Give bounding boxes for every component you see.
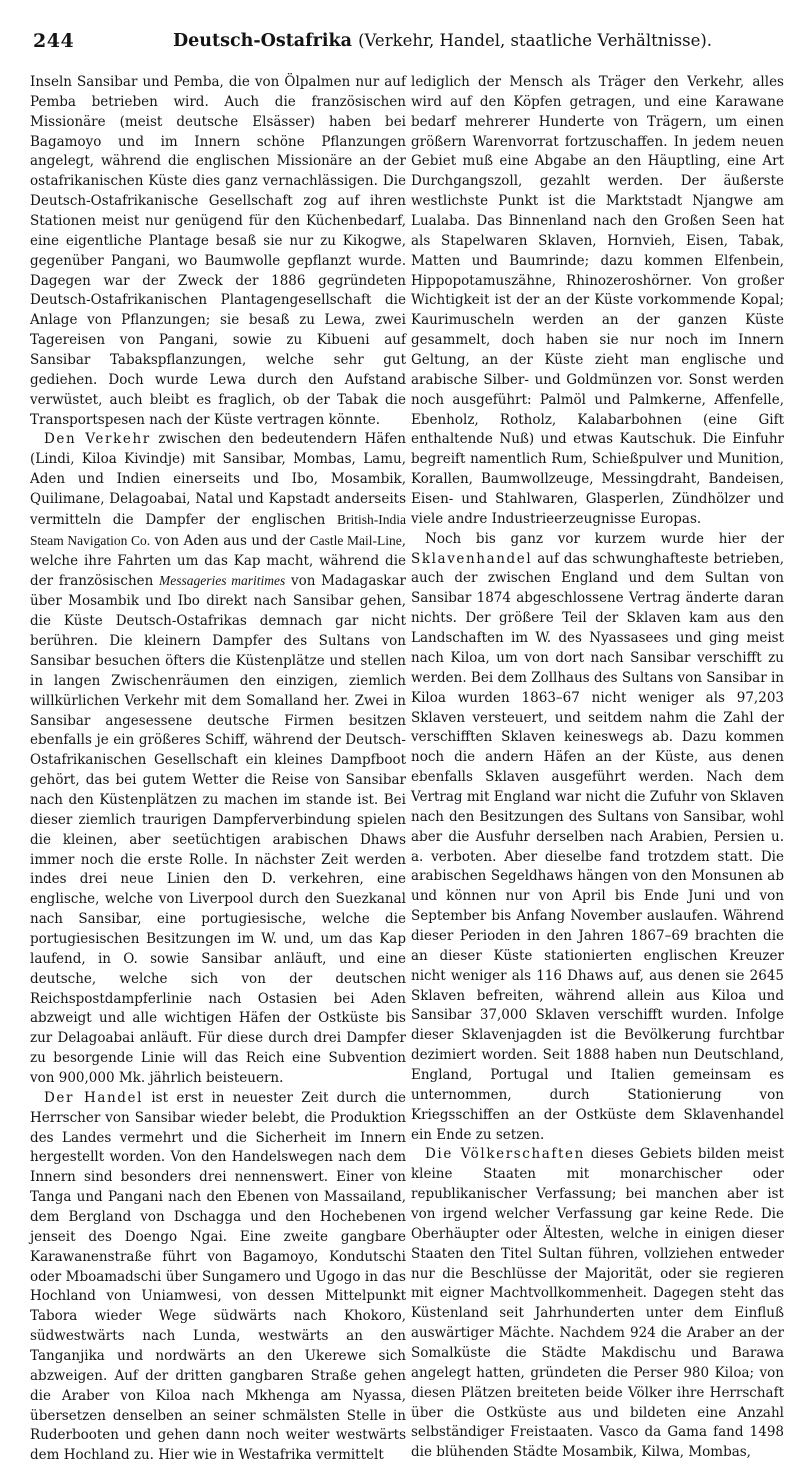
paragraph-text: auf das schwunghafteste betrieben, auch der zwischen England und dem Sultan von Sansibar 1874 abgeschlossene Vertrag änderte daran nichts. Der größere Teil der Sklaven kam aus den Landschaften im W. des Nyassasees und ging meist nach Kiloa, um von dort nach Sansibar verschifft zu werden. Bei dem Zollhaus des Sultans von Sansibar in Kiloa wurden 1863–67 nicht weniger als 97,203 Sklaven versteuert, und seitdem nahm die Zahl der verschifften Sklaven keineswegs ab. Dazu kommen noch die andern Häfen an der Küste, aus denen ebenfalls Sklaven ausgeführt werden. Nach dem Vertrag mit England war nicht die Zufuhr von Sklaven nach den Besitzungen des Sultans von Sansibar, wohl aber die Ausfuhr derselben nach Arabien, Persien u. a. verboten. Aber dieselbe fand trotzdem statt. Die arabischen Segeldhaws hängen von den Monsunen ab und können nur von April bis Ende Juni und von September bis Anfang November auslaufen. Während dieser Perioden in den Jahren 1867–69 brachten die an dieser Küste stationierten englischen Kreuzer nicht weniger als 116 Dhaws auf, aus denen sie 2645 Sklaven befreiten, während allein aus Kiloa und Sansibar 37,000 Sklaven verschifft wurden. Infolge dieser Sklavenjagden ist die Bevölkerung furchtbar dezimiert worden. Seit 1888 haben nun Deutschland, England, Portugal und Italien gemeinsam es unternommen, durch Stationierung von Kriegsschiffen an der Ostküste dem Sklavenhandel ein Ende zu setzen. bbox=[411, 550, 784, 1143]
company-name: British-India Steam Navigation Co. bbox=[30, 511, 406, 548]
company-name: Messageries maritimes bbox=[159, 573, 286, 589]
paragraph bbox=[30, 430, 406, 1088]
paragraph bbox=[411, 530, 784, 1146]
right-column bbox=[411, 73, 784, 1461]
running-head bbox=[173, 31, 768, 51]
section-keyword: Sklavenhandel bbox=[411, 550, 533, 567]
page-header bbox=[33, 30, 768, 54]
paragraph-text: von Aden aus und der bbox=[150, 532, 310, 549]
section-keyword: Die Völkerschaften bbox=[425, 1146, 585, 1163]
paragraph-text: Noch bis ganz vor kurzem wurde hier der bbox=[425, 530, 784, 547]
company-name: Castle Mail-Line bbox=[309, 532, 402, 548]
running-head-subtitle: (Verkehr, Handel, staatliche Verhältnisse). bbox=[358, 31, 713, 50]
paragraph-text: , welche ihre Fahrten um das Kap macht, während die der französischen bbox=[30, 532, 406, 590]
running-head-title: Deutsch-Ostafrika bbox=[173, 31, 352, 51]
paragraph bbox=[30, 1089, 406, 1466]
paragraph-text: ist erst in neuester Zeit durch die Herrscher von Sansibar wieder belebt, die Produktion des Landes vermehrt und die Sicherheit im Innern hergestellt worden. Von den Handelswegen nach dem Innern sind besonders drei nennenswert. Einer von Tanga und Pangani nach den Ebenen von Massailand, dem Bergland von Dschagga und den Hochebenen jenseit des Doengo Ngai. Eine zweite gangbare Karawanenstraße führt von Bagamoyo, Kondutschi oder Mboamadschi über Sungamero und Ugogo in das Hochland von Uniamwesi, von dessen Mittelpunkt Tabora wieder Wege südwärts nach Khokoro, südwestwärts nach Lunda, westwärts an den Tanganjika und nordwärts an den Ukerewe sich abzweigen. Auf der dritten gangbaren Straße gehen die Araber von Kiloa nach Mkhenga am Nyassa, übersetzen denselben an seiner schmälsten Stelle in Ruderbooten und gehen dann noch weiter westwärts dem Hochland zu. Hier wie in Westafrika vermittelt bbox=[30, 1089, 406, 1464]
paragraph-text: von Madagaskar über Mosambik und Ibo direkt nach Sansibar gehen, die Küste Deutsch-Ostafrikas demnach gar nicht berühren. Die kleinern Dampfer des Sultans von Sansibar besuchen öfters die Küstenplätze und stellen in langen Zwischenräumen den einzigen, ziemlich willkürlichen Verkehr mit dem Somalland her. Zwei in Sansibar angesessene deutsche Firmen besitzen ebenfalls je ein größeres Schiff, während der Deutsch-Ostafrikanischen Gesellschaft ein kleines Dampfboot gehört, das bei gutem Wetter die Reise von Sansibar nach den Küstenplätzen zu machen im stande ist. Bei dieser ziemlich traurigen Dampferverbindung spielen die kleinen, aber seetüchtigen arabischen Dhaws immer noch die erste Rolle. In nächster Zeit werden indes drei neue Linien den D. verkehren, eine englische, welche von Liverpool durch den Suezkanal nach Sansibar, eine portugiesische, welche die portugiesischen Besitzungen im W. und, um das Kap laufend, in O. sowie Sansibar anläuft, und eine deutsche, welche sich von der deutschen Reichspostdampferlinie nach Ostasien bei Aden abzweigt und alle wichtigen Häfen der Ostküste bis zur Delagoabai anläuft. Für diese durch drei Dampfer zu besorgende Linie will das Reich eine Subvention von 900,000 Mk. jährlich beisteuern. bbox=[30, 573, 406, 1086]
page-number: 244 bbox=[33, 30, 75, 52]
section-keyword: Den Verkehr bbox=[44, 431, 151, 448]
paragraph: lediglich der Mensch als Träger den Verkehr, alles wird auf den Köpfen getragen, und eine Karawane bedarf mehrerer Hunderte von Trägern, um einen größern Warenvorrat fortzuschaffen. In jedem neuen Gebiet muß eine Abgabe an den Häuptling, eine Art Durchgangszoll, gezahlt werden. Der äußerste westlichste Punkt ist die Marktstadt Njangwe am Lualaba. Das Binnenland nach den Großen Seen hat als Stapelwaren Sklaven, Hornvieh, Eisen, Tabak, Matten und Baumrinde; dazu kommen Elfenbein, Hippopotamuszähne, Rhinozeroshörner. Von großer Wichtigkeit ist der an der Küste vorkommende Kopal; Kaurimuscheln werden an der ganzen Küste gesammelt, doch haben sie nur noch im Innern Geltung, an der Küste zieht man englische und arabische Silber- und Goldmünzen vor. Sonst werden noch ausgeführt: Palmöl und Palmkerne, Affenfelle, Ebenholz, Rotholz, Kalabarbohnen (eine Gift enthaltende Nuß) und etwas Kautschuk. Die Einfuhr begreift namentlich Rum, Schießpulver und Munition, Korallen, Baumwollzeuge, Messingdraht, Bandeisen, Eisen- und Stahlwaren, Glasperlen, Zündhölzer und viele andre Industrieerzeugnisse Europas. bbox=[411, 74, 784, 527]
paragraph-text: dieses Gebiets bilden meist kleine Staaten mit monarchischer oder republikanischer Verfassung; bei manchen aber ist von irgend welcher Verfassung gar keine Rede. Die Oberhäupter oder Ältesten, welche in einigen dieser Staaten den Titel Sultan führen, vollziehen entweder nur die Beschlüsse der Majorität, oder sie regieren mit eigner Machtvollkommenheit. Dagegen steht das Küstenland seit Jahrhunderten unter dem Einfluß auswärtiger Mächte. Nachdem 924 die Araber an der Somalküste die Städte Makdischu und Barawa angelegt hatten, gründeten die Perser 980 Kiloa; von diesen Plätzen breiteten beide Völker ihre Herrschaft über die Ostküste aus und bildeten eine Anzahl selbständiger Freistaaten. Vasco da Gama fand 1498 die blühenden Städte Mosambik, Kilwa, Mombas, bbox=[411, 1146, 784, 1461]
paragraph bbox=[411, 1145, 784, 1463]
paragraph-text: zwischen den bedeutendern Häfen (Lindi, Kiloa Kivindje) mit Sansibar, Mombas, Lamu, Aden und Indien einerseits und Ibo, Mosambik, Quilimane, Delagoabai, Natal und Kapstadt anderseits vermitteln die Dampfer der englischen bbox=[30, 431, 406, 528]
section-keyword: Der Handel bbox=[44, 1089, 144, 1106]
paragraph: Inseln Sansibar und Pemba, die von Ölpalmen nur auf Pemba betrieben wird. Auch die französischen Missionäre (meist deutsche Elsässer) haben bei Bagamoyo und im Innern schöne Pflanzungen angelegt, während die englischen Missionäre an der ostafrikanischen Küste dies ganz vernachlässigen. Die Deutsch-Ostafrikanische Gesellschaft zog auf ihren Stationen meist nur genügend für den Küchenbedarf, eine eigentliche Plantage besaß sie nur zu Kikogwe, gegenüber Pangani, wo Baumwolle gepflanzt wurde. Dagegen war der Zweck der 1886 gegründeten Deutsch-Ostafrikanischen Plantagengesellschaft die Anlage von Pflanzungen; sie besaß zu Lewa, zwei Tagereisen von Pangani, sowie zu Kibueni auf Sansibar Tabakspflanzungen, welche sehr gut gediehen. Doch wurde Lewa durch den Aufstand verwüstet, auch bleibt es fraglich, ob der Tabak die Transportspesen nach der Küste vertragen könnte. bbox=[30, 74, 406, 428]
left-column bbox=[30, 73, 406, 1464]
